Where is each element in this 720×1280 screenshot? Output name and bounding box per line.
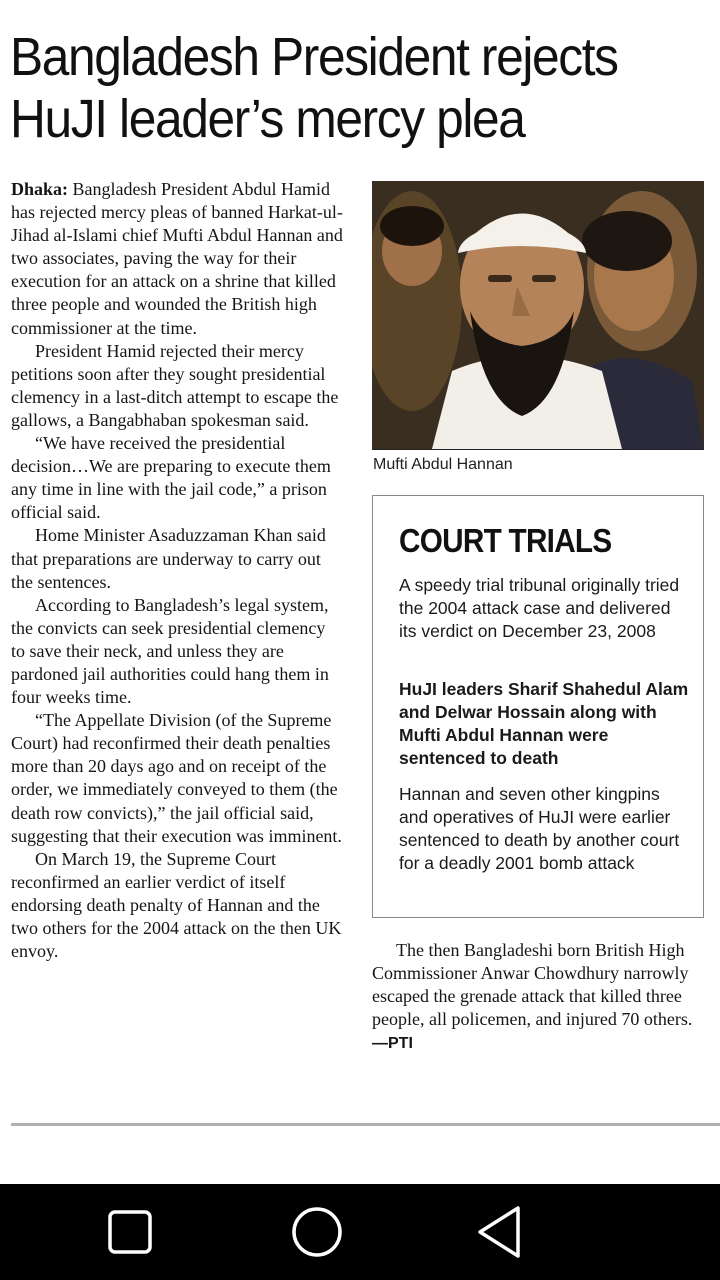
- agency-credit: —PTI: [372, 1035, 413, 1053]
- article-paragraph: The then Bangladeshi born British High Commissioner Anwar Chowdhury narrowly escaped the grenade attack that killed three people, all policemen, and injured 70 others. —PTI: [372, 940, 693, 1053]
- article-paragraph: Home Minister Asaduzzaman Khan said that preparations are underway to carry out the sentences.: [11, 525, 326, 592]
- headline: [10, 26, 654, 150]
- court-trials-box: [372, 495, 704, 918]
- headline-line-1: Bangladesh President rejects: [10, 27, 618, 87]
- article-paragraph: “The Appellate Division (of the Supreme Court) had reconfirmed their death penalties more than 20 days ago and on receipt of the order, we immediately conveyed to them (the death row convicts),” the jail official said, suggesting that their execution was imminent.: [11, 710, 342, 846]
- headline-line-2: HuJI leader’s mercy plea: [10, 89, 525, 149]
- triangle-back-icon: [450, 1184, 550, 1280]
- portrait-image: [372, 181, 704, 449]
- back-button[interactable]: [450, 1184, 550, 1280]
- recents-button[interactable]: [80, 1184, 180, 1280]
- home-button[interactable]: [267, 1184, 367, 1280]
- article-paragraph: President Hamid rejected their mercy petitions soon after they sought presidential clemency in a last-ditch attempt to escape the gallows, a Bangabhaban spokesman said.: [11, 340, 339, 430]
- news-photo: [372, 181, 704, 450]
- article-body-right: [372, 939, 706, 1055]
- dateline: Dhaka:: [11, 179, 69, 199]
- article-paragraph: Dhaka: Bangladesh President Abdul Hamid has rejected mercy pleas of banned Harkat-ul-Jihad al-Islami chief Mufti Abdul Hannan and two associates, paving the way for their execution for an attack on a shrine that killed three people and wounded the British high commissioner at the time.: [11, 179, 343, 338]
- android-nav-bar: [0, 1184, 720, 1280]
- photo-caption: Mufti Abdul Hannan: [373, 456, 513, 473]
- bottom-rule: [11, 1123, 720, 1126]
- article-body-left: [11, 178, 343, 963]
- circle-icon: [267, 1184, 367, 1280]
- box-title: COURT TRIALS: [399, 522, 612, 559]
- box-item-3: Hannan and seven other kingpins and operatives of HuJI were earlier sentenced to death by another court for a deadly 2001 bomb attack: [399, 784, 680, 873]
- box-item-1: A speedy trial tribunal originally tried the 2004 attack case and delivered its verdict on December 23, 2008: [399, 575, 680, 641]
- box-item-2: HuJI leaders Sharif Shahedul Alam and Delwar Hossain along with Mufti Abdul Hannan were sentenced to death: [399, 679, 689, 768]
- square-icon: [80, 1184, 180, 1280]
- article-paragraph: “We have received the presidential decision…We are preparing to execute them any time in line with the jail code,” a prison official said.: [11, 433, 331, 523]
- article-paragraph: According to Bangladesh’s legal system, the convicts can seek presidential clemency to save their neck, and unless they are pardoned jail authorities could hang them in four weeks time.: [11, 594, 329, 708]
- article-paragraph: On March 19, the Supreme Court reconfirmed an earlier verdict of itself endorsing death penalty of Hannan and the two others for the 2004 attack on the then UK envoy.: [11, 848, 342, 962]
